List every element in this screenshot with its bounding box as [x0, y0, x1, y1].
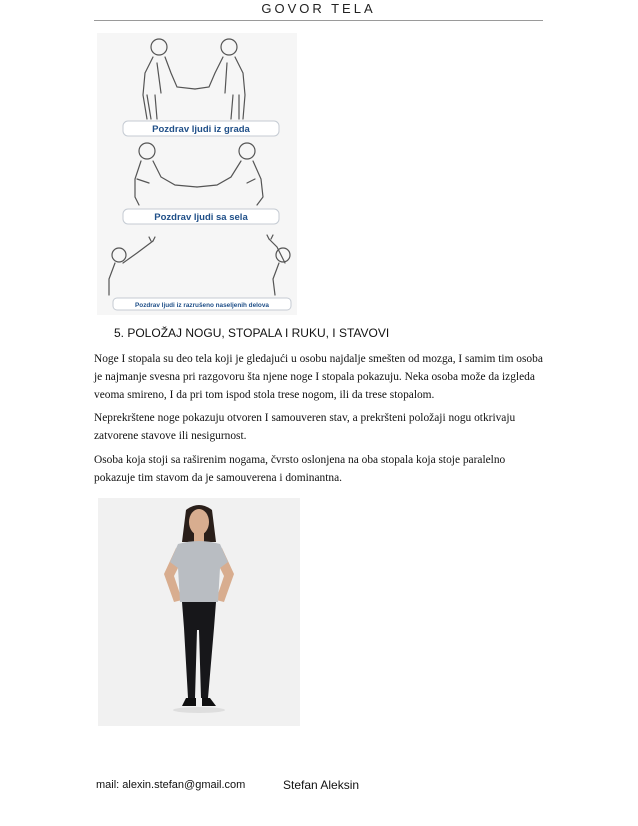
footer-email: mail: alexin.stefan@gmail.com — [96, 779, 246, 791]
paragraph-3: Osoba koja stoji sa raširenim nogama, čvrsto oslonjena na oba stopala koja stoje paralelno pokazuje tim stavom da je samouverena i dominantna. — [94, 454, 506, 484]
section-heading: 5. POLOŽAJ NOGU, STOPALA I RUKU, I STAVOVI — [114, 326, 390, 340]
paragraph-2: Neprekrštene noge pokazuju otvoren I samouveren stav, a prekršteni položaji nogu otkrivaju zatvorene stavove ili nesigurnost. — [94, 412, 516, 442]
footer-author: Stefan Aleksin — [283, 778, 360, 792]
page-header — [94, 0, 543, 21]
woman-standing-photo — [98, 498, 300, 726]
caption-city: Pozdrav ljudi iz grada — [152, 124, 250, 135]
caption-village: Pozdrav ljudi sa sela — [154, 212, 248, 223]
greeting-illustration — [97, 33, 297, 315]
woman-standing-figure — [98, 498, 300, 726]
caption-rural: Pozdrav ljudi iz razrušeno naseljenih delova — [135, 302, 269, 309]
header-title: GOVOR TELA — [261, 1, 376, 16]
greeting-sketches — [97, 33, 297, 315]
paragraph-1: Noge I stopala su deo tela koji je gledajući u osobu najdalje smešten od mozga, I samim tim osoba je najmanje svesna pri razgovoru šta njene noge I stopala pokazuju. Neka osoba može da izgleda veoma smireno, I da pri tom ispod stola trese nogom, ili da trese stopalom. — [94, 353, 543, 401]
